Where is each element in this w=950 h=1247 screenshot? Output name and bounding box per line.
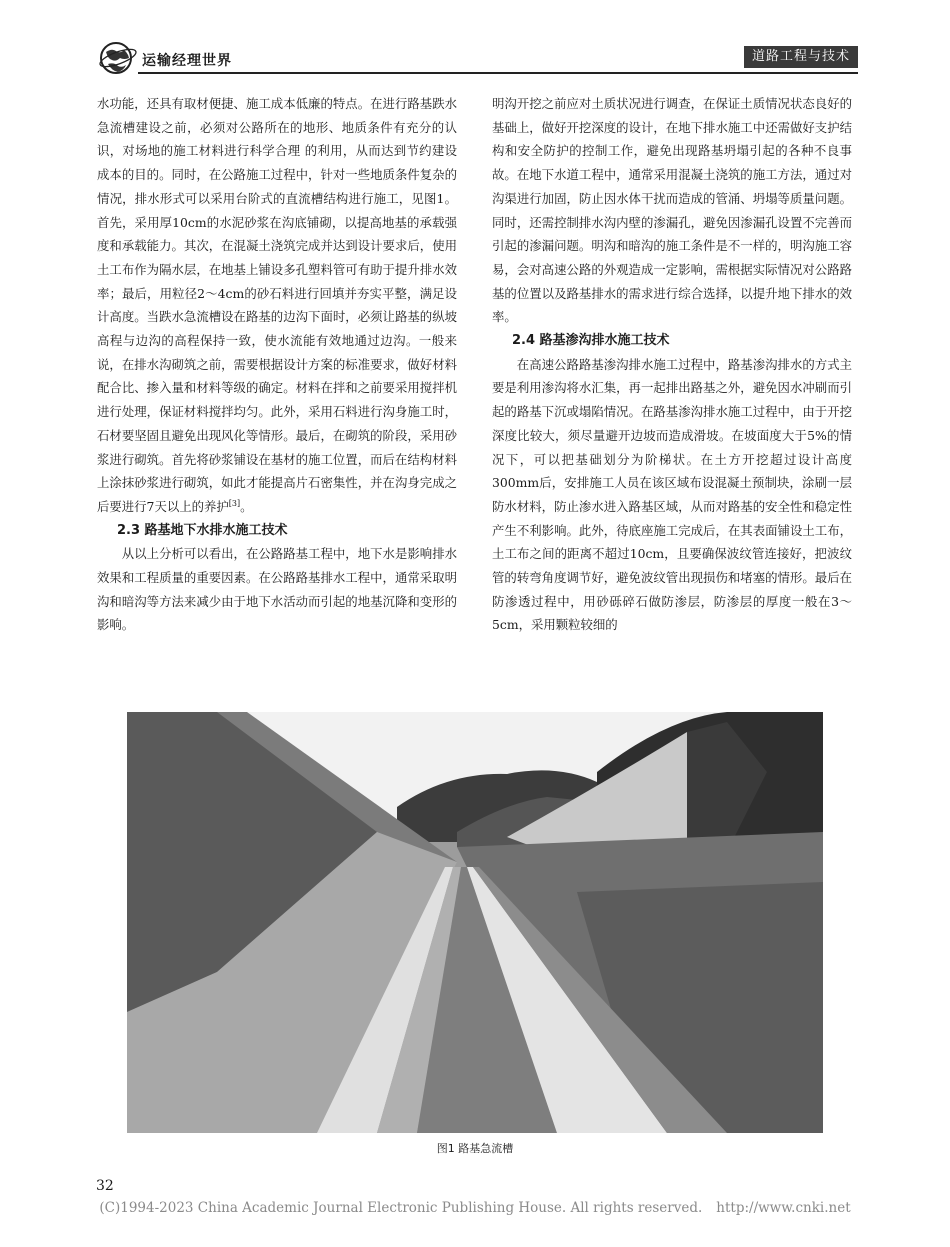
section-heading-2-3: 2.3 路基地下水排水施工技术 — [117, 522, 288, 538]
footer — [0, 1200, 950, 1216]
page-number: 32 — [96, 1178, 114, 1194]
journal-name: 运输经理世界 — [142, 53, 232, 69]
citation-ref: [3] — [228, 498, 241, 508]
right-column — [492, 92, 852, 637]
copyright-text: (C)1994-2023 China Academic Journal Electronic Publishing House. All rights reserved. — [99, 1200, 703, 1216]
page-header — [98, 38, 858, 80]
section-tag: 道路工程与技术 — [744, 46, 858, 68]
left-column — [97, 92, 457, 637]
paragraph: 明沟开挖之前应对土质状况进行调查，在保证土质情况状态良好的基础上，做好开挖深度的设计，在地下排水施工中还需做好支护结构和安全防护的控制工作，避免出现路基坍塌引起的各种不良事故。在地下水道工程中，通常采用混凝土浇筑的施工方法，通过对沟渠进行加固，防止因水体干扰而造成的管涌、坍塌等质量问题。同时，还需控制排水沟内壁的渗漏孔，避免因渗漏孔设置不完善而引起的渗漏问题。明沟和暗沟的施工条件是不一样的，明沟施工容易，会对高速公路的外观造成一定影响，需根据实际情况对公路路基的位置以及路基排水的需求进行综合选择，以提升地下排水的效率。 — [492, 96, 852, 325]
paragraph: 在高速公路路基渗沟排水施工过程中，路基渗沟排水的方式主要是利用渗沟将水汇集，再一起排出路基之外，避免因水冲刷而引起的路基下沉或塌陷情况。在路基渗沟排水施工过程中，由于开挖深度比较大，须尽量避开边坡而造成滑坡。在坡面度大于5%的情况下，可以把基础划分为阶梯状。在土方开挖超过设计高度300mm后，安排施工人员在该区域布设混凝土预制块，涂刷一层防水材料，防止渗水进入路基区域，从而对路基的安全性和稳定性产生不利影响。此外，待底座施工完成后，在其表面铺设土工布，土工布之间的距离不超过10cm，且要确保波纹管连接好，把波纹管的转弯角度调节好，避免波纹管出现损伤和堵塞的情形。最后在防渗透过程中，用砂砾碎石做防渗层，防渗层的厚度一般在3～5cm，采用颗粒较细的 — [492, 356, 852, 633]
paragraph: 从以上分析可以看出，在公路路基工程中，地下水是影响排水效果和工程质量的重要因素。在公路路基排水工程中，通常采取明沟和暗沟等方法来减少由于地下水活动而引起的地基沉降和变形的影响。 — [97, 546, 457, 633]
figure-photo-drainage-channel — [127, 712, 823, 1133]
section-heading-2-4: 2.4 路基渗沟排水施工技术 — [512, 333, 670, 349]
figure-caption: 图1 路基急流槽 — [436, 1142, 514, 1155]
footer-url-link[interactable]: http://www.cnki.net — [716, 1200, 851, 1216]
paragraph: 水功能，还具有取材便捷、施工成本低廉的特点。在进行路基跌水急流槽建设之前，必须对公路所在的地形、地质条件有充分的认识，对场地的施工材料进行科学合理 的利用，从而达到节约建设成本的目的。同时，在公路施工过程中，针对一些地质条件复杂的情况，排水形式可以采用台阶式的直流槽结构进行施工，见图1。首先，采用厚10cm的水泥砂浆在沟底铺砌，以提高地基的承载强度和承载能力。其次，在混凝土浇筑完成并达到设计要求后，使用土工布作为隔水层，在地基上铺设多孔塑料管可有助于提升排水效率；最后，用粒径2～4cm的砂石料进行回填并夯实平整，满足设计高度。当跌水急流槽设在路基的边沟下面时，必须让路基的纵坡高程与边沟的高程保持一致，使水流能有效地通过边沟。一般来说，在排水沟砌筑之前，需要根据设计方案的标准要求，做好材料配合比、掺入量和材料等级的确定。材料在拌和之前要采用搅拌机进行处理，保证材料搅拌均匀。此外，采用石料进行沟身施工时，石材要坚固且避免出现风化等情形。最后，在砌筑的阶段，采用砂浆进行砌筑。首先将砂浆铺设在基材的施工位置，而后在结构材料上涂抹砂浆进行砌筑，如此才能提高片石密集性，并在沟身完成之后要进行7天以上的养护[3]。 — [97, 96, 457, 514]
globe-logo-icon — [98, 38, 138, 78]
header-rule — [138, 72, 858, 74]
